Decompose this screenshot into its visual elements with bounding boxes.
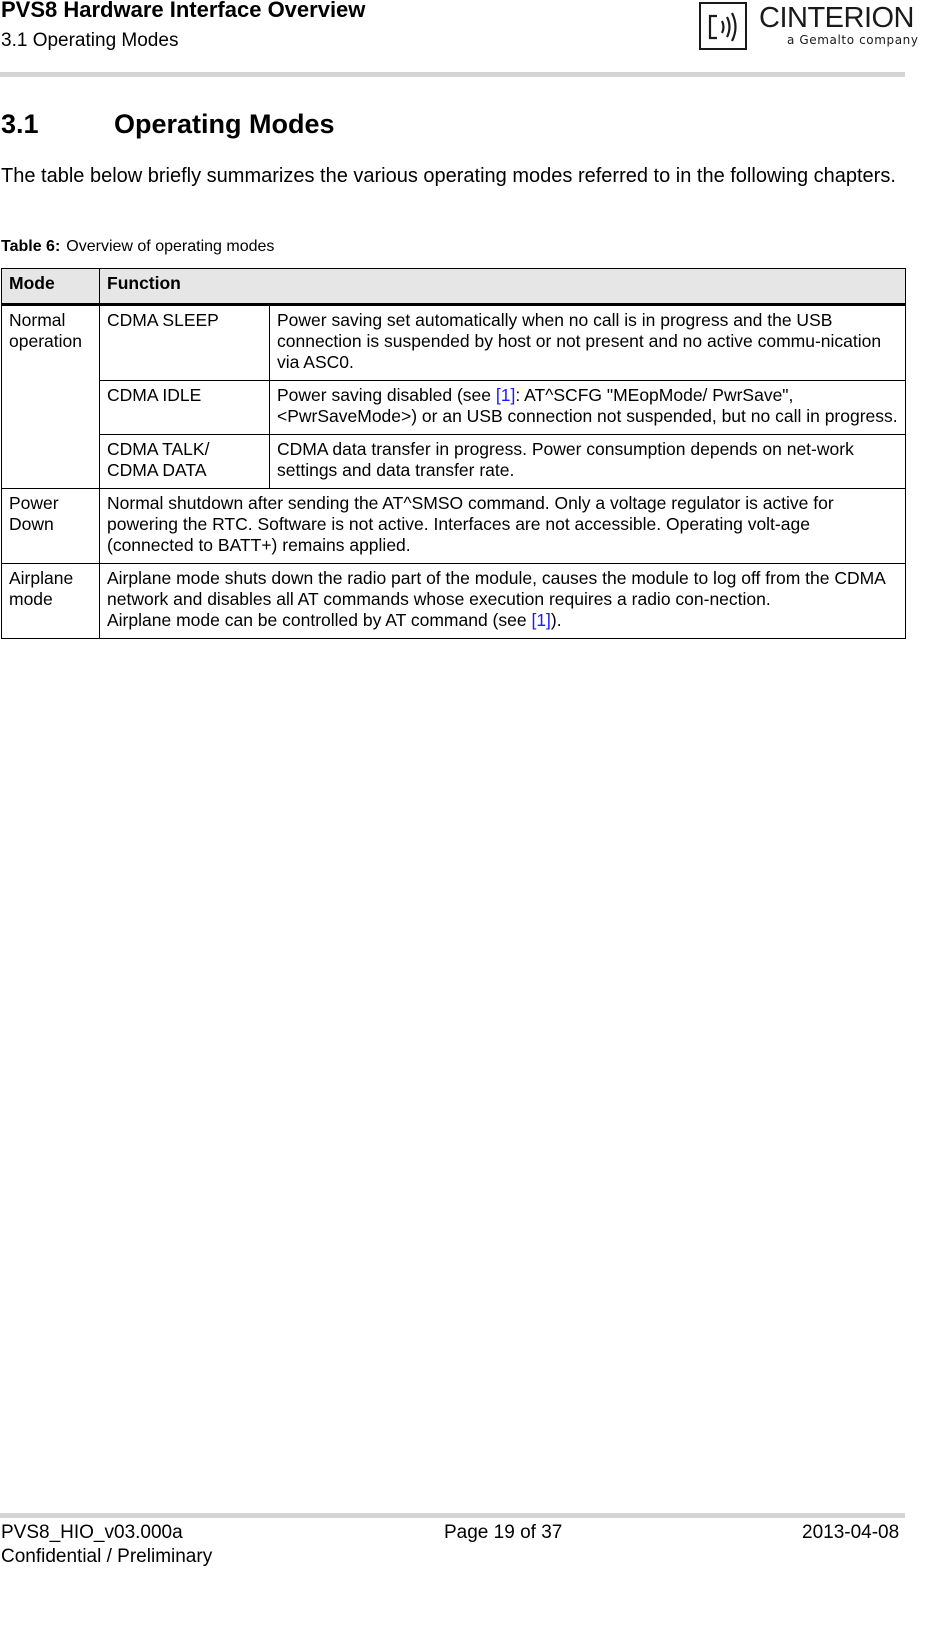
table-row — [2, 489, 906, 564]
table-row — [2, 564, 906, 639]
footer-page-number: Page 19 of 37 — [444, 1522, 563, 1543]
reference-link[interactable]: [1] — [531, 610, 551, 630]
section-title: Operating Modes — [114, 109, 335, 139]
description-text: Power saving disabled (see — [277, 385, 496, 405]
mode-power-down: Power Down — [2, 489, 100, 564]
table-caption-text: Overview of operating modes — [66, 238, 275, 255]
description-cell — [100, 564, 906, 639]
mode-airplane: Airplane mode — [2, 564, 100, 639]
table-row — [2, 305, 906, 381]
description-text: ). — [550, 610, 562, 630]
table-header-row — [2, 269, 906, 305]
page-header — [0, 0, 948, 78]
footer-date: 2013-04-08 — [802, 1522, 900, 1543]
table-row — [2, 435, 906, 489]
footer-classification: Confidential / Preliminary — [1, 1546, 213, 1567]
description-cell: CDMA data transfer in progress. Power consumption depends on net-work settings and data transfer rate. — [270, 435, 906, 489]
header-divider — [0, 72, 905, 77]
intro-paragraph: The table below briefly summarizes the various operating modes referred to in the following chapters. — [1, 165, 896, 187]
header-mode: Mode — [2, 269, 100, 305]
logo-tagline: a Gemalto company — [787, 33, 919, 47]
description-cell — [270, 381, 906, 435]
reference-link[interactable]: [1] — [495, 385, 516, 405]
section-number: 3.1 — [1, 109, 39, 139]
description-cell: Power saving set automatically when no call is in progress and the USB connection is suspended by host or not present and no active commu-nication via ASC0. — [270, 305, 906, 381]
description-text: : AT^SCFG "MEopMode/ PwrSave",<PwrSaveMode>) or an USB connection not suspended, but no call in progress. — [277, 385, 898, 426]
running-section-title: 3.1 Operating Modes — [1, 30, 179, 51]
table-row — [2, 381, 906, 435]
submode-cell: CDMA TALK/ CDMA DATA — [100, 435, 270, 489]
header-function: Function — [100, 269, 906, 305]
description-cell: Normal shutdown after sending the AT^SMSO command. Only a voltage regulator is active for powering the RTC. Software is not active. Interfaces are not accessible. Operating volt-age (connected to BATT+) remains applied. — [100, 489, 906, 564]
description-text: Airplane mode shuts down the radio part of the module, causes the module to log off from the CDMA network and disables all AT commands whose execution requires a radio con-nection. — [107, 568, 885, 609]
table-caption-label: Table 6: — [1, 238, 61, 255]
section-heading — [1, 109, 335, 140]
operating-modes-table — [1, 268, 906, 639]
table-caption — [1, 238, 274, 256]
submode-cell: CDMA SLEEP — [100, 305, 270, 381]
signal-icon — [699, 2, 747, 50]
document-title: PVS8 Hardware Interface Overview — [1, 0, 366, 22]
logo-wordmark: CINTERION — [759, 2, 914, 34]
mode-normal-operation: Normal operation — [2, 305, 100, 489]
footer-divider — [0, 1513, 905, 1518]
description-text: Airplane mode can be controlled by AT command (see — [107, 610, 532, 630]
submode-cell: CDMA IDLE — [100, 381, 270, 435]
cinterion-logo — [699, 2, 919, 54]
footer-doc-id: PVS8_HIO_v03.000a — [1, 1522, 183, 1543]
